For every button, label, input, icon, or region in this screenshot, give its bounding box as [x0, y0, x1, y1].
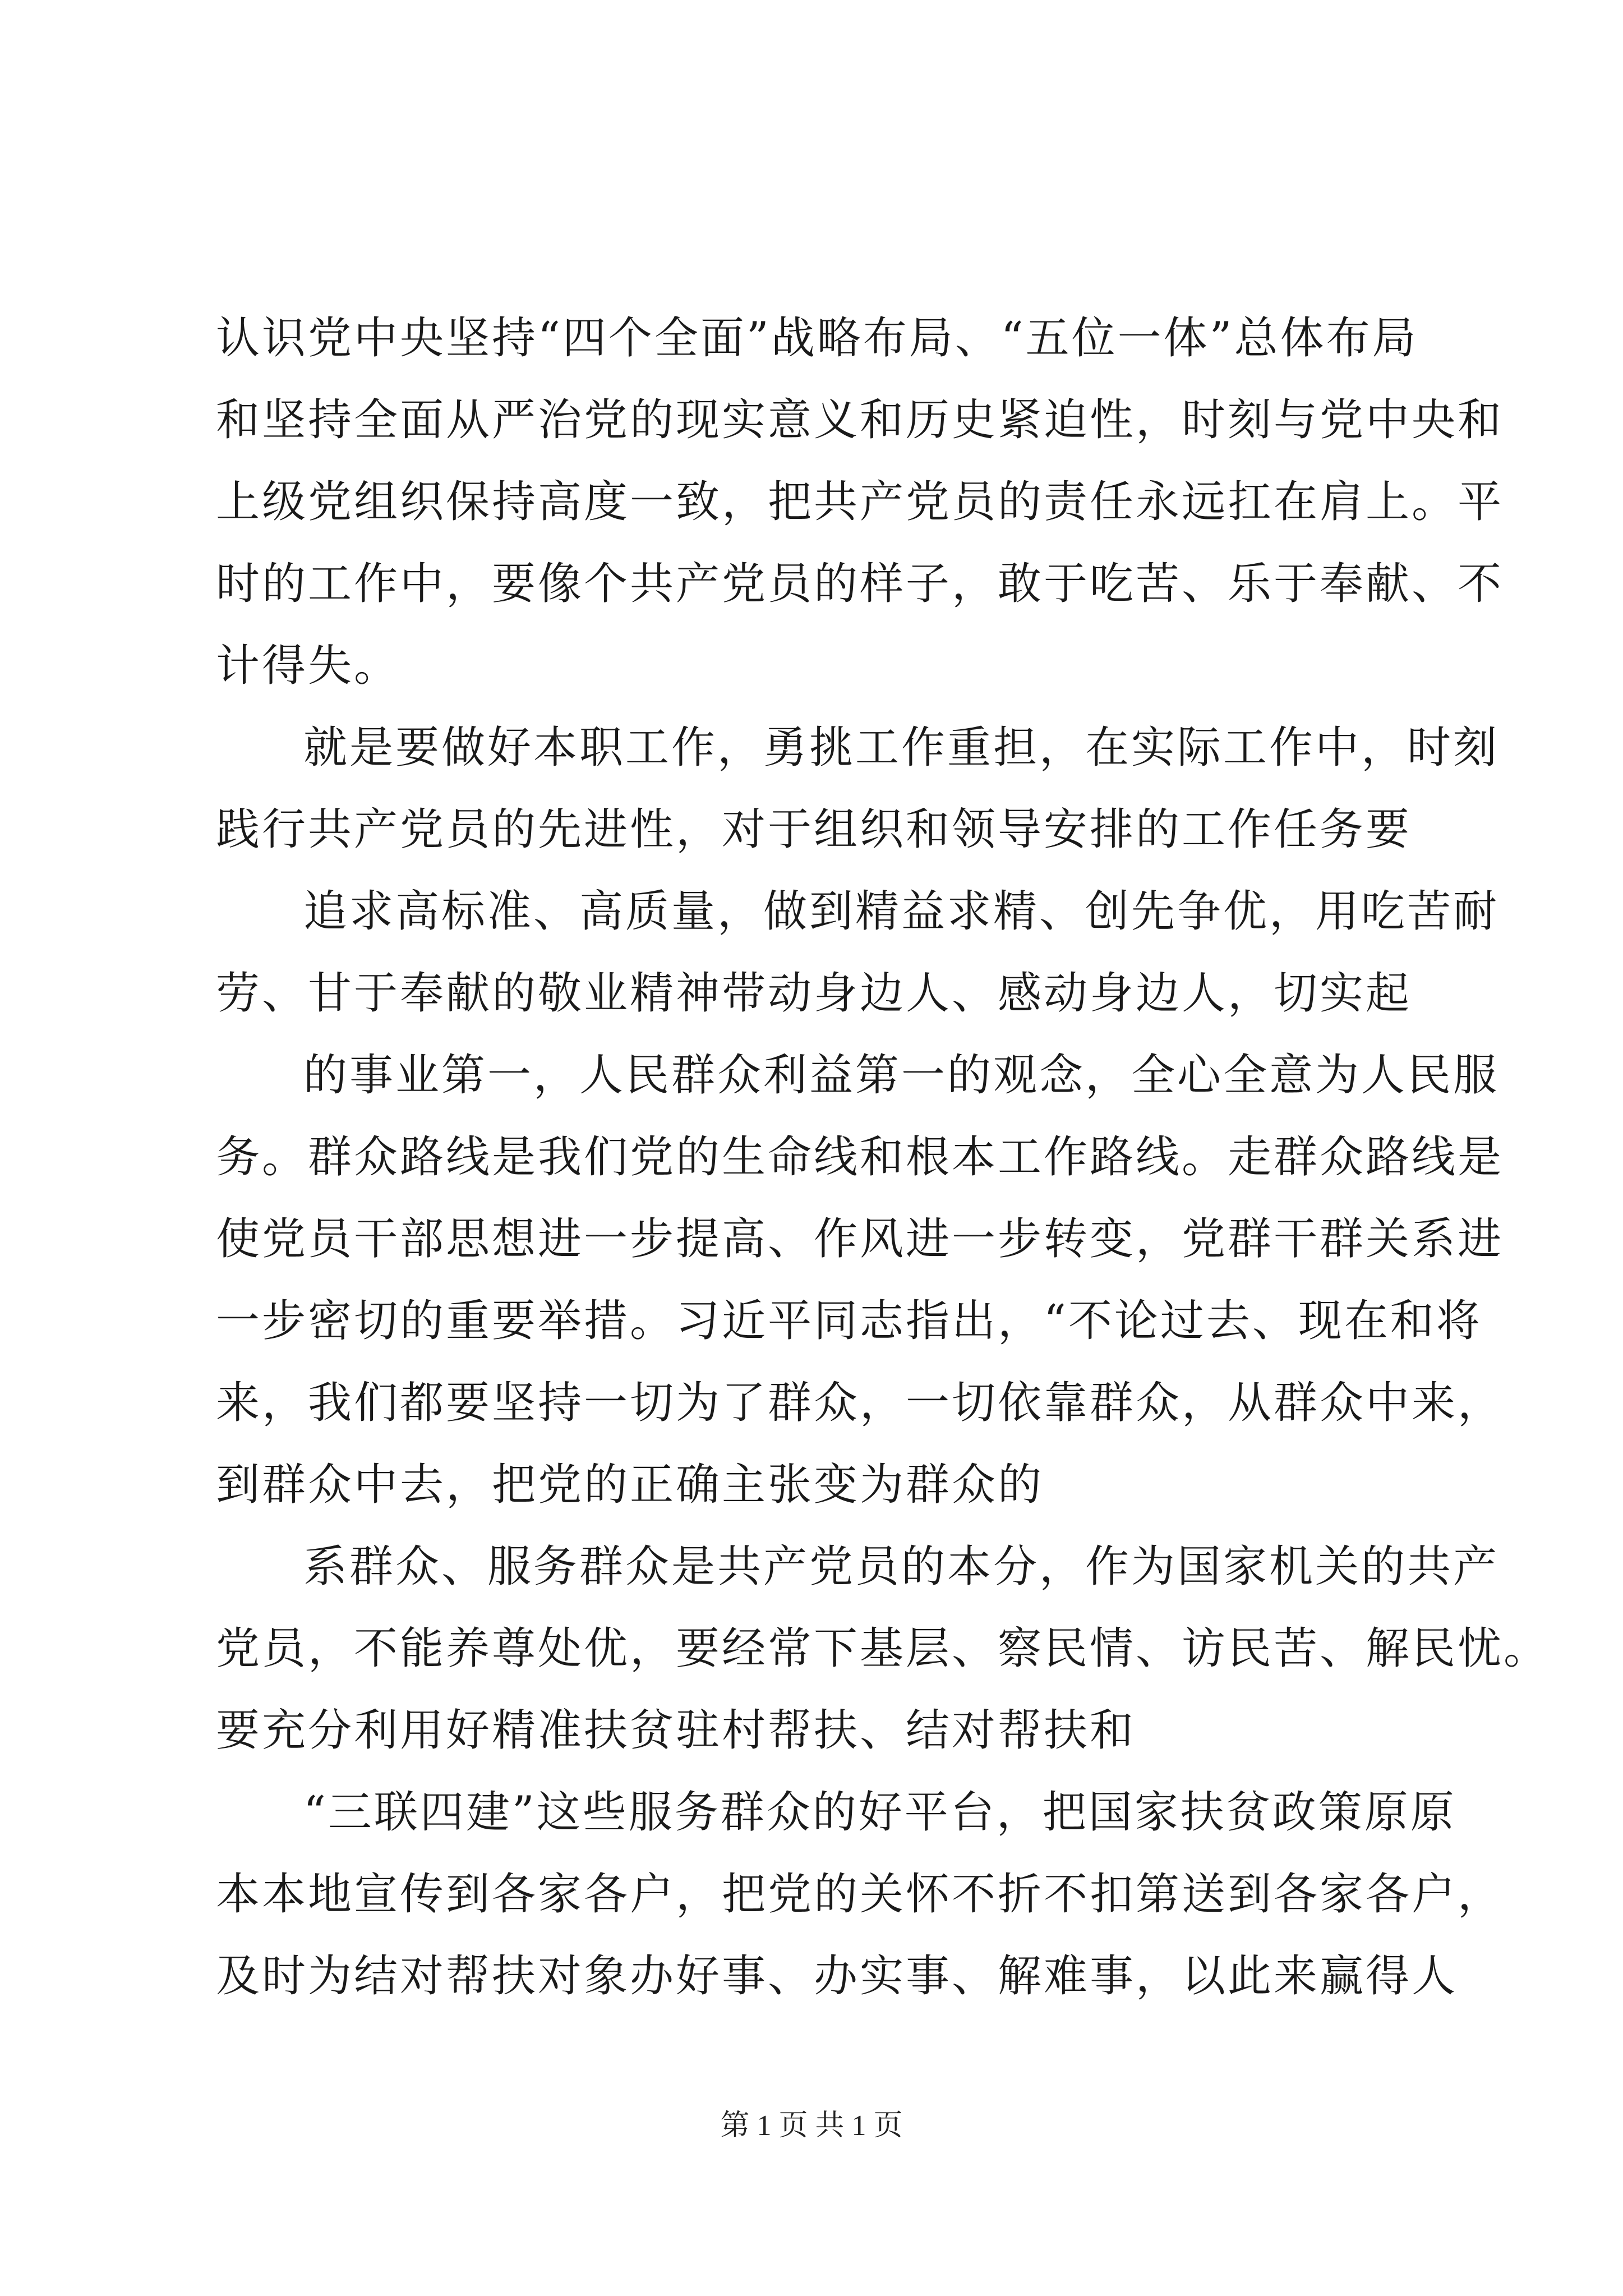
- text-line: 时的工作中，要像个共产党员的样子，敢于吃苦、乐于奉献、不: [216, 559, 1504, 609]
- text-line: 系群众、服务群众是共产党员的本分，作为国家机关的共产: [303, 1542, 1500, 1592]
- text-line: 及时为结对帮扶对象办好事、办实事、解难事，以此来赢得人: [216, 1951, 1458, 2001]
- text-line: 使党员干部思想进一步提高、作风进一步转变，党群干群关系进: [216, 1214, 1504, 1264]
- text-line: 上级党组织保持高度一致，把共产党员的责任永远扛在肩上。平: [216, 477, 1504, 527]
- text-line: 要充分利用好精准扶贫驻村帮扶、结对帮扶和: [216, 1705, 1136, 1756]
- text-line: 认识党中央坚持“四个全面”战略布局、“五位一体”总体布局: [216, 313, 1418, 364]
- text-line: 党员，不能养尊处优，要经常下基层、察民情、访民苦、解民忧。: [216, 1623, 1550, 1674]
- text-line: 追求高标准、高质量，做到精益求精、创先争优，用吃苦耐: [303, 886, 1500, 937]
- page-footer: 第 1 页 共 1 页: [720, 2110, 903, 2142]
- text-line: 和坚持全面从严治党的现实意义和历史紧迫性，时刻与党中央和: [216, 395, 1504, 445]
- text-line: 就是要做好本职工作，勇挑工作重担，在实际工作中，时刻: [303, 723, 1500, 773]
- text-line: 来，我们都要坚持一切为了群众，一切依靠群众，从群众中来，: [216, 1378, 1504, 1428]
- text-line: 一步密切的重要举措。习近平同志指出，“不论过去、现在和将: [216, 1296, 1482, 1346]
- text-line: 计得失。: [216, 641, 400, 691]
- text-line: 到群众中去，把党的正确主张变为群众的: [216, 1460, 1044, 1510]
- text-line: 践行共产党员的先进性，对于组织和领导安排的工作任务要: [216, 804, 1412, 855]
- text-line: 的事业第一，人民群众利益第一的观念，全心全意为人民服: [303, 1050, 1500, 1101]
- text-line: “三联四建”这些服务群众的好平台，把国家扶贫政策原原: [303, 1787, 1456, 1838]
- text-line: 务。群众路线是我们党的生命线和根本工作路线。走群众路线是: [216, 1132, 1504, 1182]
- text-line: 劳、甘于奉献的敬业精神带动身边人、感动身边人，切实起: [216, 968, 1412, 1019]
- text-line: 本本地宣传到各家各户，把党的关怀不折不扣第送到各家各户，: [216, 1869, 1504, 1920]
- body-text: [216, 297, 1550, 2017]
